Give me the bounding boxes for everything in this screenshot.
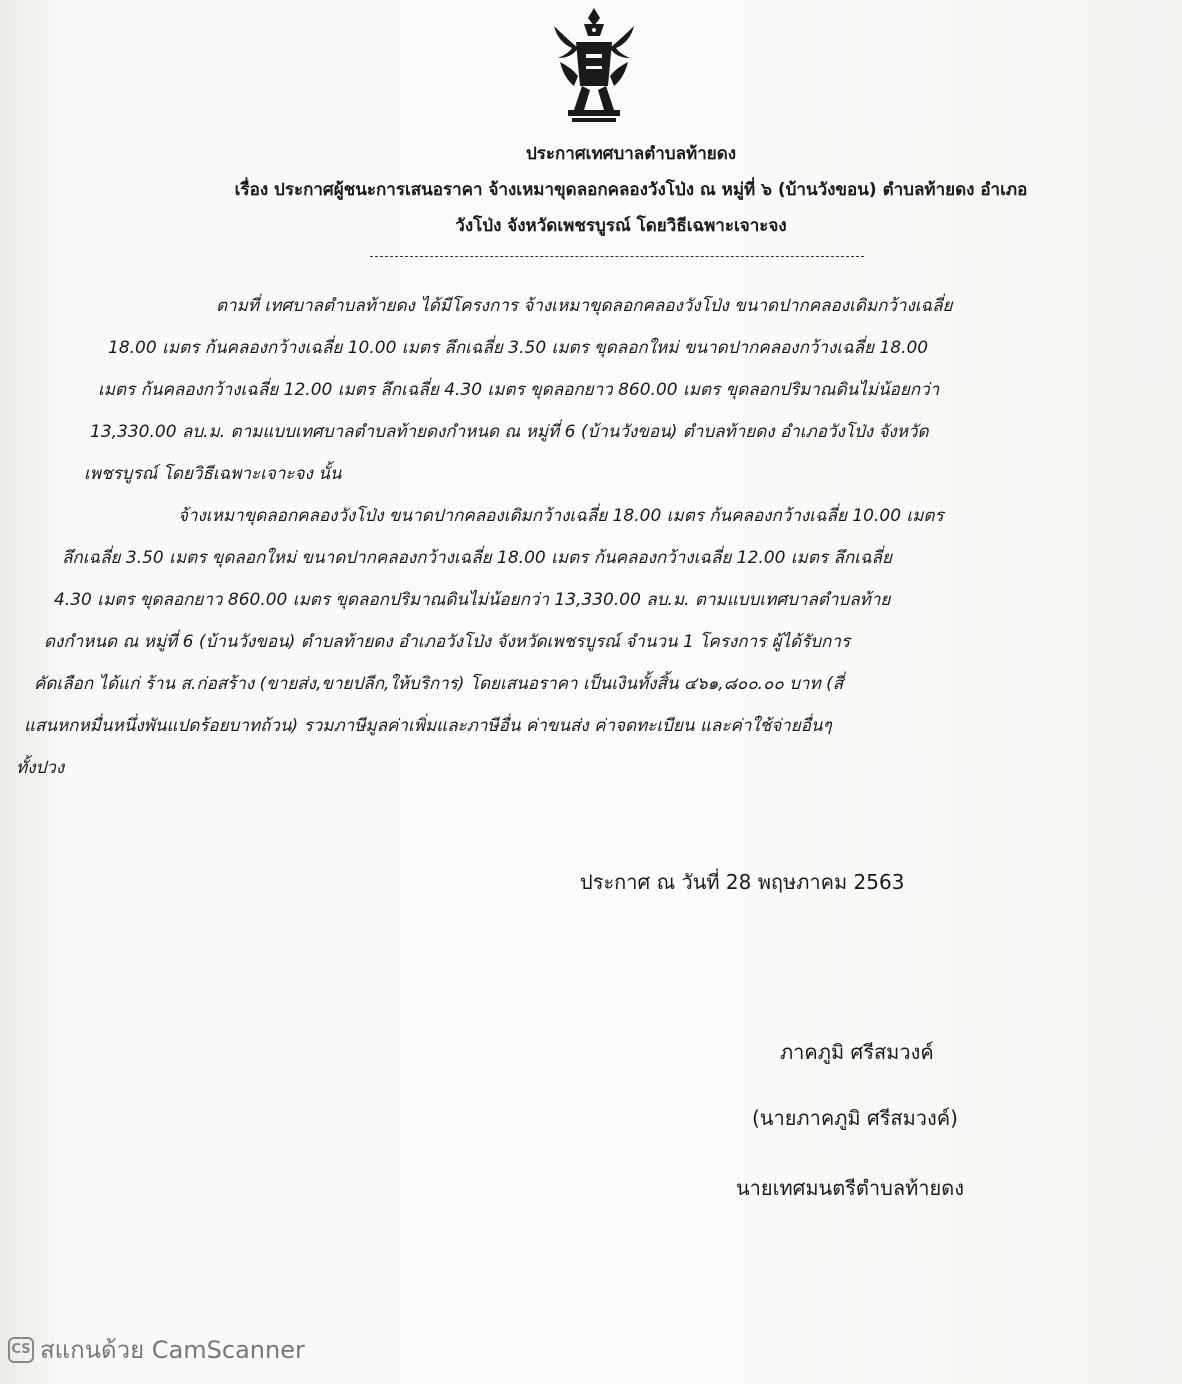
para2-line: ลึกเฉลี่ย 3.50 เมตร ขุดลอกใหม่ ขนาดปากคลองกว้างเฉลี่ย 18.00 เมตร ก้นคลองกว้างเฉลี่ย 12.00 เมตร ลึกเฉลี่ย bbox=[62, 548, 892, 568]
para2-line: คัดเลือก ได้แก่ ร้าน ส.ก่อสร้าง (ขายส่ง,ขายปลีก,ให้บริการ) โดยเสนอราคา เป็นเงินทั้งสิ้น ๔๖๑,๘๐๐.๐๐ บาท (สี่ bbox=[34, 674, 844, 694]
subject-line-2: วังโป่ง จังหวัดเพชรบูรณ์ โดยวิธีเฉพาะเจาะจง bbox=[455, 216, 787, 236]
subject-line-1: เรื่อง ประกาศผู้ชนะการเสนอราคา จ้างเหมาขุดลอกคลองวังโป่ง ณ หมู่ที่ ๖ (บ้านวังขอน) ตำบลท้ายดง อำเภอ bbox=[234, 180, 1028, 200]
signer-position: นายเทศมนตรีตำบลท้ายดง bbox=[736, 1176, 964, 1200]
signed-name: ภาคภูมิ ศรีสมวงค์ bbox=[780, 1040, 934, 1064]
para1-line: เมตร ก้นคลองกว้างเฉลี่ย 12.00 เมตร ลึกเฉลี่ย 4.30 เมตร ขุดลอกยาว 860.00 เมตร ขุดลอกปริมาณดินไม่น้อยกว่า bbox=[98, 380, 940, 400]
announce-date: ประกาศ ณ วันที่ 28 พฤษภาคม 2563 bbox=[580, 870, 905, 894]
camscanner-watermark bbox=[8, 1330, 305, 1369]
para1-line: 13,330.00 ลบ.ม. ตามแบบเทศบาลตำบลท้ายดงกำหนด ณ หมู่ที่ 6 (บ้านวังขอน) ตำบลท้ายดง อำเภอวังโป่ง จังหวัด bbox=[90, 422, 929, 442]
printed-name: (นายภาคภูมิ ศรีสมวงค์) bbox=[752, 1106, 958, 1130]
para2-line: ทั้งปวง bbox=[16, 758, 65, 778]
para2-line: แสนหกหมื่นหนึ่งพันแปดร้อยบาทถ้วน) รวมภาษีมูลค่าเพิ่มและภาษีอื่น ค่าขนส่ง ค่าจดทะเบียน และค่าใช้จ่ายอื่นๆ bbox=[24, 716, 832, 736]
para2-line: 4.30 เมตร ขุดลอกยาว 860.00 เมตร ขุดลอกปริมาณดินไม่น้อยกว่า 13,330.00 ลบ.ม. ตามแบบเทศบาลตำบลท้าย bbox=[54, 590, 891, 610]
dashed-divider bbox=[370, 256, 864, 257]
garuda-emblem-icon bbox=[546, 6, 642, 128]
para1-line: ตามที่ เทศบาลตำบลท้ายดง ได้มีโครงการ จ้างเหมาขุดลอกคลองวังโป่ง ขนาดปากคลองเดิมกว้างเฉลี่ย bbox=[216, 296, 953, 316]
para2-line: ดงกำหนด ณ หมู่ที่ 6 (บ้านวังขอน) ตำบลท้ายดง อำเภอวังโป่ง จังหวัดเพชรบูรณ์ จำนวน 1 โครงการ ผู้ได้รับการ bbox=[44, 632, 851, 652]
announcement-title: ประกาศเทศบาลตำบลท้ายดง bbox=[525, 144, 737, 164]
camscanner-logo-icon: CS bbox=[8, 1337, 34, 1363]
para1-line: เพชรบูรณ์ โดยวิธีเฉพาะเจาะจง นั้น bbox=[84, 464, 342, 484]
para1-line: 18.00 เมตร ก้นคลองกว้างเฉลี่ย 10.00 เมตร ลึกเฉลี่ย 3.50 เมตร ขุดลอกใหม่ ขนาดปากคลองกว้างเฉลี่ย 18.00 bbox=[108, 338, 929, 358]
camscanner-text: สแกนด้วย CamScanner bbox=[40, 1336, 305, 1364]
para2-line: จ้างเหมาขุดลอกคลองวังโป่ง ขนาดปากคลองเดิมกว้างเฉลี่ย 18.00 เมตร ก้นคลองกว้างเฉลี่ย 10.00 เมตร bbox=[178, 506, 944, 526]
